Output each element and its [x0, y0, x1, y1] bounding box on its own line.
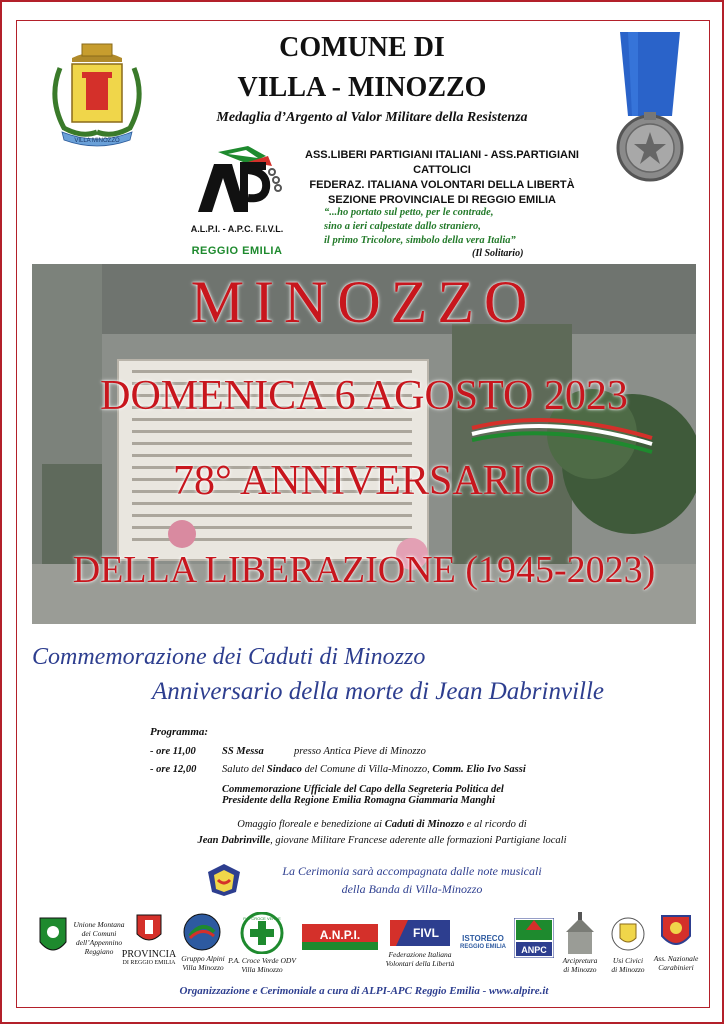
official-line1: Commemorazione Ufficiale del Capo della Segreteria Politica del — [222, 784, 504, 795]
homage-line1 — [172, 819, 592, 830]
fivl-line1: Federazione Italiana — [388, 950, 452, 959]
arcipretura-church-icon — [562, 912, 598, 956]
homage-text-a: Omaggio floreale e benedizione ai — [237, 819, 385, 830]
program-item-2-text-a: Saluto del — [222, 764, 267, 775]
program-item-1-event: SS Messa — [222, 746, 264, 757]
homage-text-e: , giovane Militare Francese aderente alle formazioni Partigiane locali — [270, 835, 567, 846]
comune-title-line1: COMUNE DI — [279, 32, 445, 63]
alpini-logo-icon — [182, 912, 222, 952]
svg-text:A.N.P.I.: A.N.P.I. — [319, 928, 361, 942]
associations-block — [302, 148, 582, 208]
arcipretura-line2: di Minozzo — [563, 965, 597, 974]
quote-author: (Il Solitario) — [472, 248, 524, 259]
commemoration-line1: Commemorazione dei Caduti di Minozzo — [32, 644, 426, 670]
unione-montana-crest-icon — [36, 912, 70, 964]
anpi-logo-icon — [302, 924, 378, 950]
alpini-line1: Gruppo Alpini — [181, 954, 225, 963]
program-item-1-time: - ore 11,00 — [150, 746, 196, 757]
program-item-2-time: - ore 12,00 — [150, 764, 197, 775]
logo-croce-verde — [224, 956, 300, 974]
croce-verde-logo-icon — [240, 912, 284, 954]
program-item-2-mayor-name: Comm. Elio Ivo Sassi — [432, 764, 526, 775]
carab-line2: Carabinieri — [658, 963, 694, 972]
unione-line3: dell’Appennino — [75, 938, 123, 947]
assoc-line2: FEDERAZ. ITALIANA VOLONTARI DELLA LIBERTÀ — [309, 179, 575, 191]
usi-civici-crest-icon — [610, 912, 646, 956]
solitario-quote — [324, 206, 554, 248]
alpi-apc-fivl-logo — [188, 142, 288, 224]
program-item-2-text-c: del Comune di Villa-Minozzo, — [301, 764, 433, 775]
istoreco-line2: REGGIO EMILIA — [460, 944, 507, 950]
logo-usi-civici — [602, 956, 654, 974]
banda-logo-icon — [206, 862, 242, 898]
homage-caduti: Caduti di Minozzo — [384, 819, 465, 830]
fivl-line2: Volontari della Libertà — [385, 959, 455, 968]
banner-date: DOMENICA 6 AGOSTO 2023 — [100, 373, 628, 419]
alpi-caption: A.L.P.I. - A.P.C. F.I.V.L. — [190, 224, 284, 234]
assoc-line3: SEZIONE PROVINCIALE DI REGGIO EMILIA — [328, 194, 556, 206]
logo-istoreco — [460, 934, 506, 952]
official-commemoration — [222, 784, 642, 806]
svg-text:ANPC: ANPC — [521, 945, 547, 955]
provincia-line2: DI REGGIO EMILIA — [122, 960, 176, 966]
provincia-line1: PROVINCIA — [121, 949, 177, 960]
croce-line1: P.A. Croce Verde ODV — [228, 956, 296, 965]
comune-crest-icon — [42, 28, 152, 152]
banner-liberation: DELLA LIBERAZIONE (1945-2023) — [72, 549, 656, 591]
unione-line1: Unione Montana — [73, 920, 125, 929]
homage-text-c: e al ricordo di — [464, 819, 527, 830]
unione-line2: dei Comuni — [81, 929, 117, 938]
arcipretura-line1: Arcipretura — [562, 956, 598, 965]
quote-line3: il primo Tricolore, simbolo della vera Italia” — [324, 235, 516, 246]
official-line2: Presidente della Regione Emilia Romagna Giammaria Manghi — [222, 795, 496, 806]
quote-line1: “...ho portato sul petto, per le contrade, — [324, 207, 494, 218]
alpi-region: REGGIO EMILIA — [191, 245, 283, 257]
program-item-1-place: presso Antica Pieve di Minozzo — [294, 746, 426, 757]
logo-fivl — [382, 950, 458, 968]
fivl-logo-icon — [390, 920, 450, 946]
banner-place: MINOZZO — [190, 269, 538, 335]
svg-text:VILLA MINOZZO: VILLA MINOZZO — [74, 138, 120, 144]
program-item-2 — [150, 764, 526, 775]
medal-subtitle: Medaglia d’Argento al Valor Militare della Resistenza — [216, 110, 528, 125]
svg-text:FIVL: FIVL — [413, 926, 439, 940]
carabinieri-crest-icon — [658, 912, 694, 952]
music-line2: della Banda di Villa-Minozzo — [341, 882, 483, 896]
assoc-line1: ASS.LIBERI PARTIGIANI ITALIANI - ASS.PARTIGIANI CATTOLICI — [305, 149, 579, 176]
alpini-line2: Villa Minozzo — [182, 963, 224, 972]
logo-arcipretura — [550, 956, 610, 974]
commemoration-line2: Anniversario della morte di Jean Dabrinville — [152, 678, 605, 705]
logo-provincia — [118, 950, 180, 968]
usi-line2: di Minozzo — [611, 965, 645, 974]
homage-dabrinville: Jean Dabrinville — [197, 835, 271, 846]
carab-line1: Ass. Nazionale — [653, 954, 699, 963]
footer-organization: Organizzazione e Cerimoniale a cura di ALPI-APC Reggio Emilia - www.alpire.it — [179, 985, 549, 997]
homage-line2 — [152, 835, 612, 846]
banner-anniversary: 78° ANNIVERSARIO — [173, 458, 555, 504]
istoreco-line1: ISTORECO — [462, 934, 504, 943]
silver-medal-icon — [608, 28, 692, 188]
svg-text:P.A. CROCE VERDE: P.A. CROCE VERDE — [243, 916, 281, 921]
anpc-logo-icon — [514, 918, 554, 958]
croce-line2: Villa Minozzo — [241, 965, 283, 974]
music-line1: La Cerimonia sarà accompagnata dalle note musicali — [282, 864, 542, 878]
quote-line2: sino a ieri calpestate dallo straniero, — [324, 221, 481, 232]
usi-line1: Usi Civici — [612, 956, 644, 965]
unione-line4: Reggiano — [84, 947, 114, 956]
program-heading: Programma: — [150, 726, 209, 738]
program-item-2-mayor: Sindaco — [266, 764, 302, 775]
comune-title-line2: VILLA - MINOZZO — [237, 72, 487, 103]
program-item-1 — [150, 746, 426, 757]
logo-carabinieri — [648, 954, 704, 972]
provincia-crest-icon — [134, 912, 164, 948]
